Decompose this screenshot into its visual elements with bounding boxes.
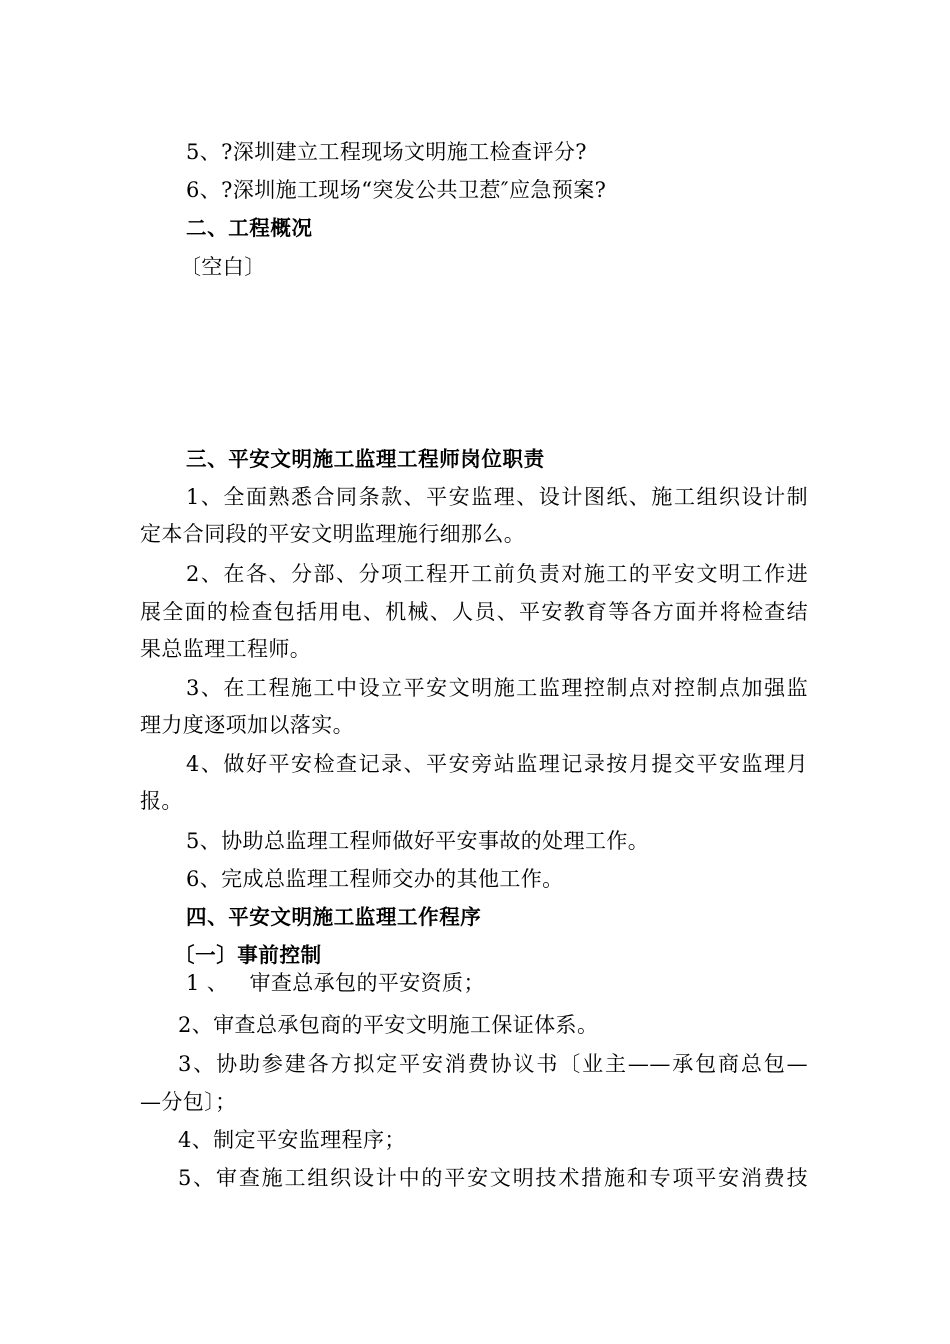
reference-item: 6、?深圳施工现场“突发公共卫惹″应急预案? [186, 178, 607, 202]
subsection-heading: 〔一〕事前控制 [174, 943, 322, 967]
paragraph-line: 2、审查总承包商的平安文明施工保证体系。 [178, 1013, 599, 1037]
paragraph-line: 展全面的检查包括用电、机械、人员、平安教育等各方面并将检查结 [140, 600, 808, 624]
paragraph-line: 1 、 审查总承包的平安资质； [186, 971, 485, 995]
paragraph-line: —分包〕； [140, 1090, 237, 1114]
paragraph-line: 理力度逐项加以落实。 [140, 713, 354, 737]
paragraph-line: 果总监理工程师。 [140, 637, 312, 661]
paragraph-line: 定本合同段的平安文明监理施行细那么。 [140, 522, 526, 546]
section-heading: 二、工程概况 [186, 216, 313, 240]
reference-item: 5、?深圳建立工程现场文明施工检查评分? [186, 140, 587, 164]
paragraph-line: 〔空白〕 [180, 255, 266, 279]
section-heading: 三、平安文明施工监理工程师岗位职责 [186, 447, 545, 471]
section-heading: 四、平安文明施工监理工作程序 [186, 905, 482, 929]
paragraph-line: 5、审查施工组织设计中的平安文明技术措施和专项平安消费技 [178, 1166, 808, 1190]
paragraph-line: 报。 [140, 789, 183, 813]
paragraph-line: 1、全面熟悉合同条款、平安监理、设计图纸、施工组织设计制 [186, 485, 808, 509]
paragraph-line: 5、协助总监理工程师做好平安事故的处理工作。 [186, 829, 650, 853]
paragraph-line: 4、制定平安监理程序； [178, 1128, 406, 1152]
paragraph-line: 3、协助参建各方拟定平安消费协议书〔业主——承包商总包— [178, 1052, 808, 1076]
paragraph-line: 4、做好平安检查记录、平安旁站监理记录按月提交平安监理月 [186, 752, 808, 776]
paragraph-line: 3、在工程施工中设立平安文明施工监理控制点对控制点加强监 [186, 676, 808, 700]
paragraph-line: 2、在各、分部、分项工程开工前负责对施工的平安文明工作进 [186, 562, 808, 586]
paragraph-line: 6、完成总监理工程师交办的其他工作。 [186, 867, 564, 891]
